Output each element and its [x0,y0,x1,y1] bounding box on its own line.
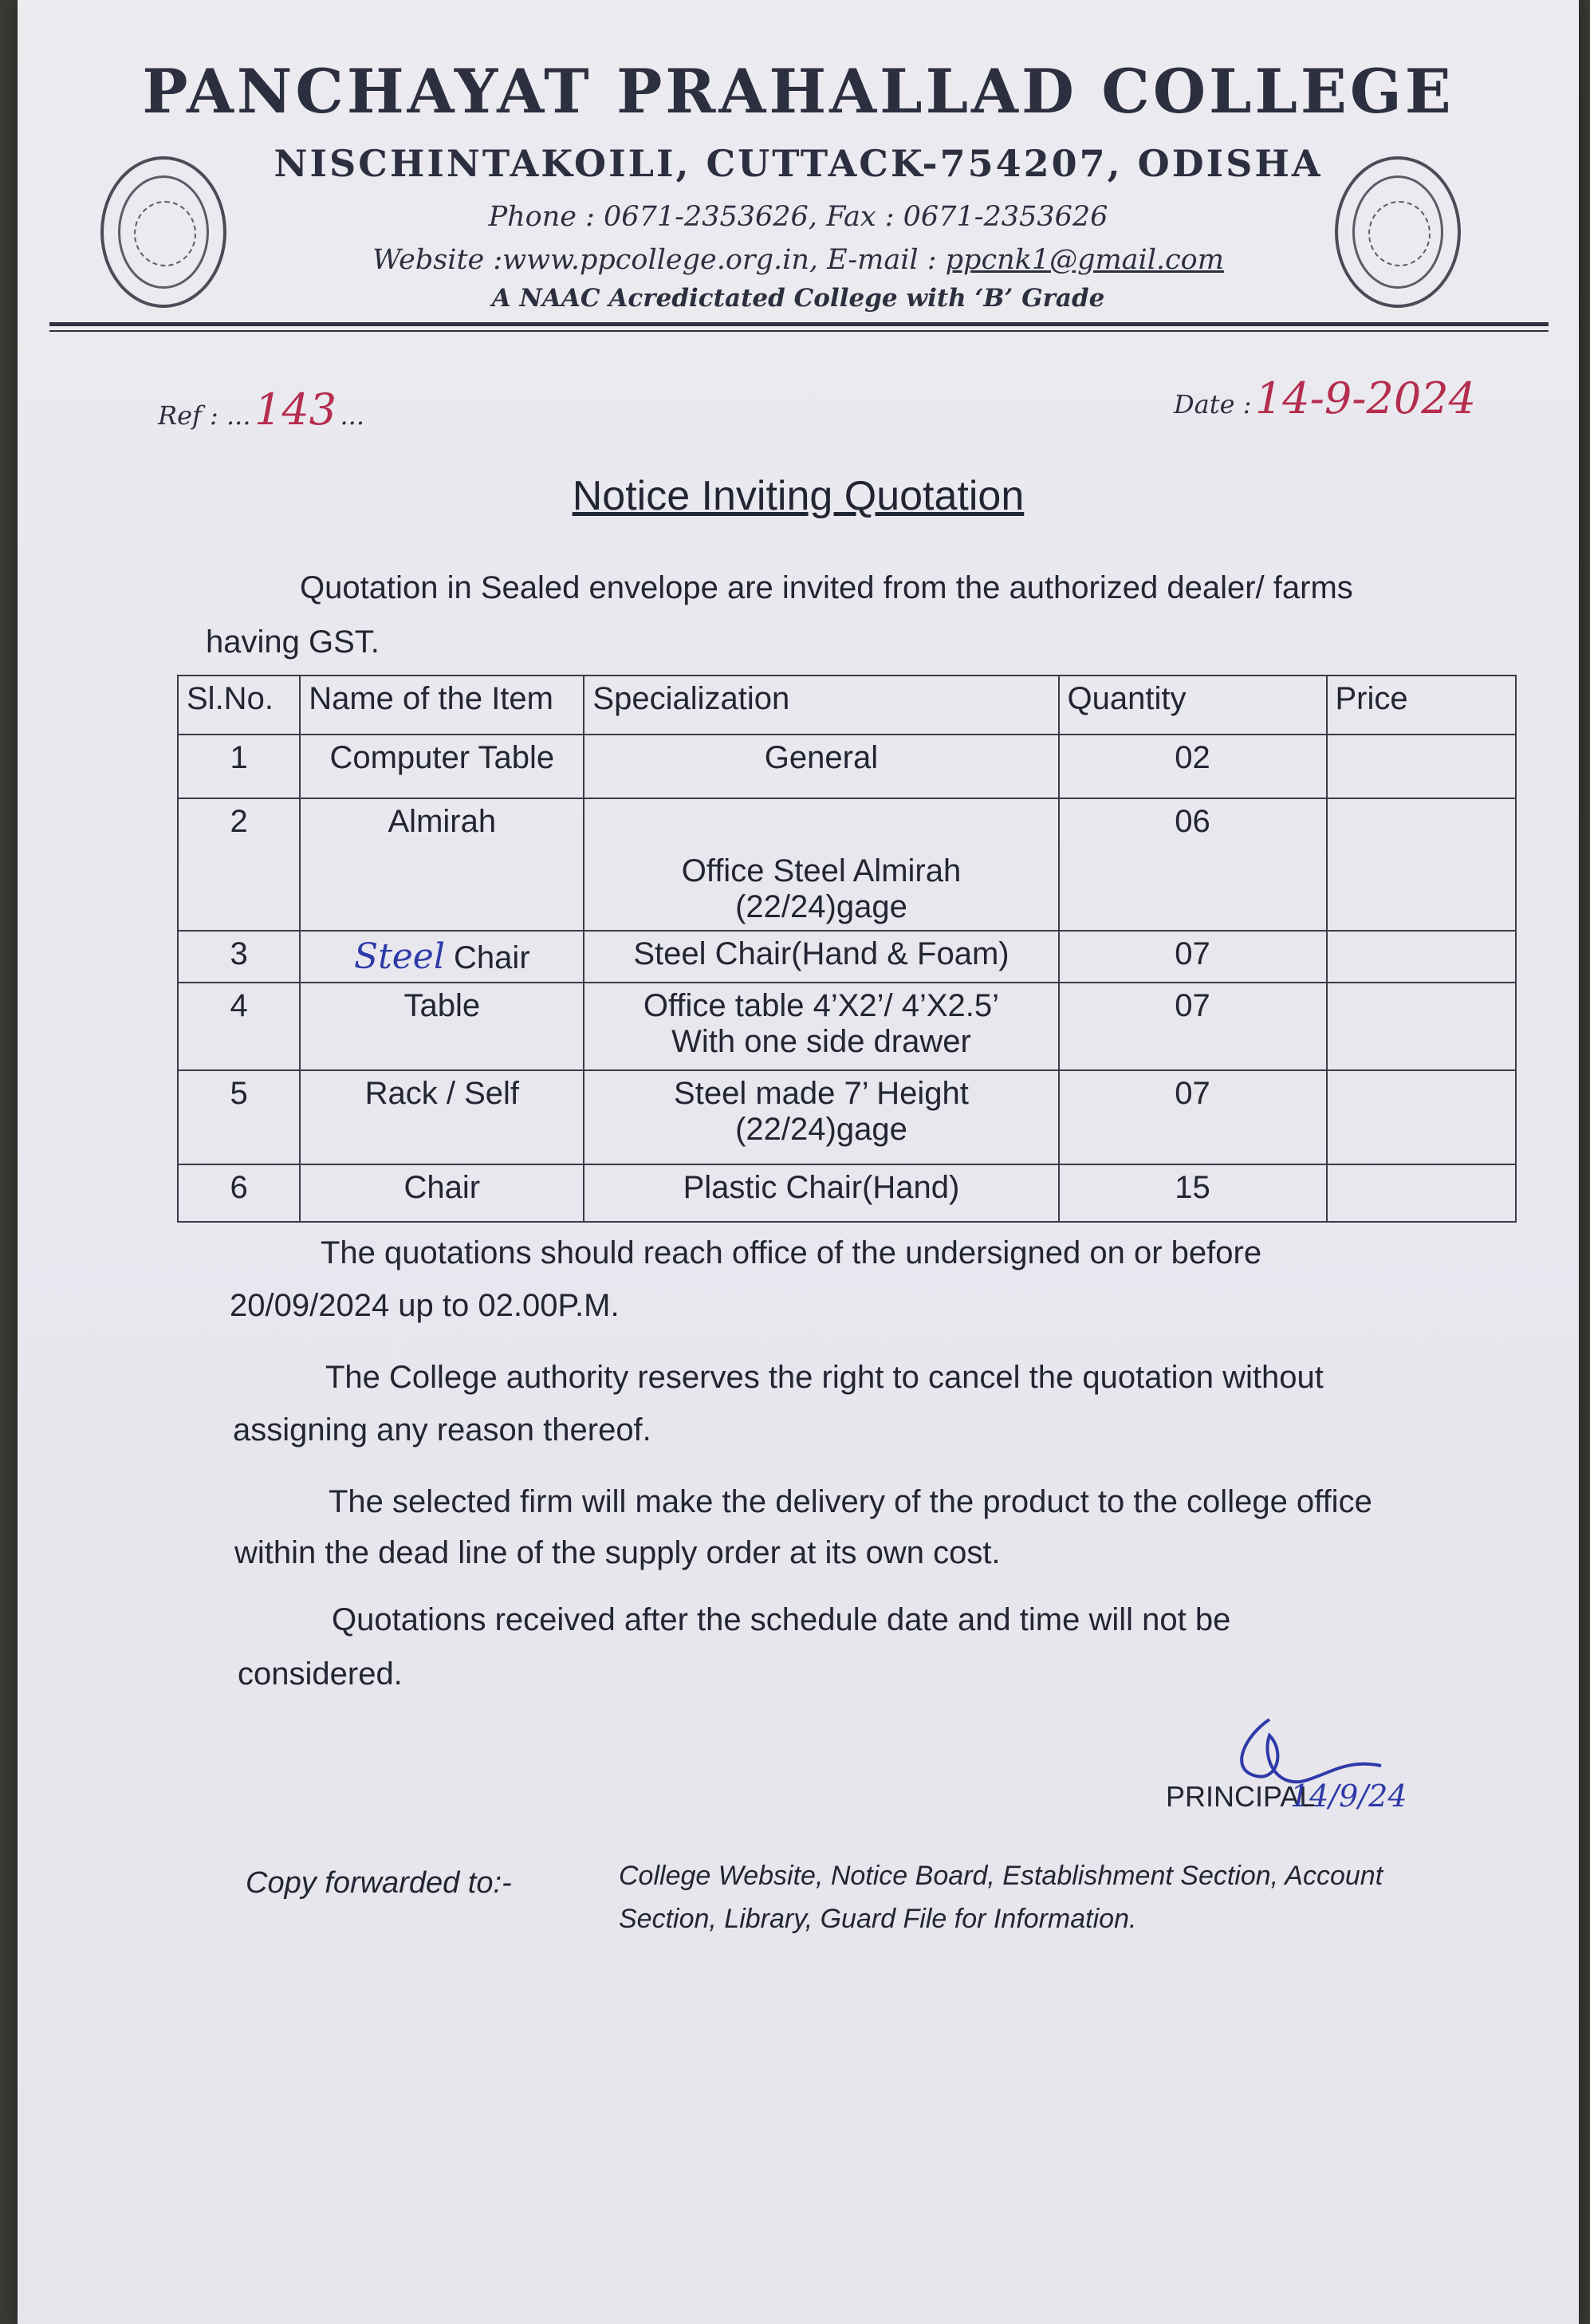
deadline-line-1: The quotations should reach office of the undersigned on or before [321,1235,1262,1270]
row-no: 2 [178,798,300,931]
date-field [1174,373,1476,423]
row-no: 5 [178,1070,300,1164]
row-item [300,931,584,983]
row-spec [584,983,1058,1070]
row-spec: General [584,735,1058,798]
row-spec: Plastic Chair(Hand) [584,1164,1058,1222]
ref-dots: ... [340,400,365,431]
date-value: 14-9-2024 [1254,373,1476,423]
row-spec: Steel Chair(Hand & Foam) [584,931,1058,983]
intro-line-2: having GST. [206,624,380,660]
table-header-row [178,676,1516,735]
row-qty: 06 [1059,798,1327,931]
row-item-handwritten: Steel [353,936,445,977]
ref-number: 143 [254,384,337,435]
items-table [177,675,1517,1223]
row-qty: 07 [1059,1070,1327,1164]
row-price [1327,735,1517,798]
row-spec [584,798,1058,931]
header-specialization: Specialization [584,676,1058,735]
row-no: 6 [178,1164,300,1222]
row-price [1327,798,1517,931]
late-line-2: considered. [238,1656,403,1692]
header-item: Name of the Item [300,676,584,735]
ref-label: Ref : ... [158,400,251,431]
row-spec [584,1070,1058,1164]
row-spec-line: (22/24)gage [735,1112,907,1147]
row-item: Chair [300,1164,584,1222]
website-text: Website :www.ppcollege.org.in, E-mail : [372,244,946,276]
letterhead-divider-thin [49,330,1549,332]
row-no: 1 [178,735,300,798]
row-no: 4 [178,983,300,1070]
cancel-line-2: assigning any reason thereof. [233,1412,651,1448]
table-row [178,983,1516,1070]
row-price [1327,983,1517,1070]
table-row [178,1070,1516,1164]
college-seal-right-icon [1335,156,1461,308]
row-qty: 02 [1059,735,1327,798]
college-name: PANCHAYAT PRAHALLAD COLLEGE [142,56,1454,127]
row-qty: 07 [1059,983,1327,1070]
cancel-line-1: The College authority reserves the right to cancel the quotation without [325,1360,1324,1395]
college-phone: Phone : 0671-2353626, Fax : 0671-2353626 [488,201,1108,233]
table-row [178,798,1516,931]
row-spec-line: Office Steel Almirah [681,853,962,888]
table-row [178,931,1516,983]
row-price [1327,1164,1517,1222]
row-price [1327,1070,1517,1164]
college-address: NISCHINTAKOILI, CUTTACK-754207, ODISHA [274,142,1323,185]
table-row [178,1164,1516,1222]
delivery-line-2: within the dead line of the supply order at its own cost. [234,1535,1001,1570]
row-spec-line: Office table 4’X2’/ 4’X2.5’ [643,988,1000,1023]
row-item: Computer Table [300,735,584,798]
deadline-line-2: 20/09/2024 up to 02.00P.M. [230,1288,620,1323]
table-row [178,735,1516,798]
document-page [18,0,1579,2324]
college-seal-left-icon [100,156,226,308]
header-price: Price [1327,676,1517,735]
header-slno: Sl.No. [178,676,300,735]
signature-date: 14/9/24 [1290,1778,1407,1814]
copy-forwarded-line-1: College Website, Notice Board, Establishment Section, Account [619,1861,1383,1891]
copy-forwarded-label: Copy forwarded to:- [246,1866,512,1900]
row-qty: 15 [1059,1164,1327,1222]
letterhead-divider [49,322,1549,326]
row-qty: 07 [1059,931,1327,983]
delivery-line-1: The selected firm will make the delivery of the product to the college office [329,1484,1372,1519]
row-spec-line: Steel made 7’ Height [674,1076,969,1111]
notice-heading: Notice Inviting Quotation [572,473,1025,519]
naac-grade: A NAAC Acredictated College with ‘B’ Grade [491,284,1105,313]
college-email: ppcnk1@gmail.com [945,244,1224,276]
row-price [1327,931,1517,983]
principal-designation: PRINCIPAL [1166,1780,1316,1813]
row-spec-line: With one side drawer [671,1024,971,1059]
row-item: Rack / Self [300,1070,584,1164]
row-item: Table [300,983,584,1070]
copy-forwarded-line-2: Section, Library, Guard File for Information. [619,1904,1137,1934]
late-line-1: Quotations received after the schedule date and time will not be [332,1602,1231,1637]
row-item-printed: Chair [454,940,530,975]
intro-line-1: Quotation in Sealed envelope are invited from the authorized dealer/ farms [300,570,1353,605]
row-spec-line: (22/24)gage [735,889,907,924]
row-no: 3 [178,931,300,983]
row-item: Almirah [300,798,584,931]
ref-field [158,384,364,435]
date-label: Date : [1174,389,1252,420]
header-quantity: Quantity [1059,676,1327,735]
